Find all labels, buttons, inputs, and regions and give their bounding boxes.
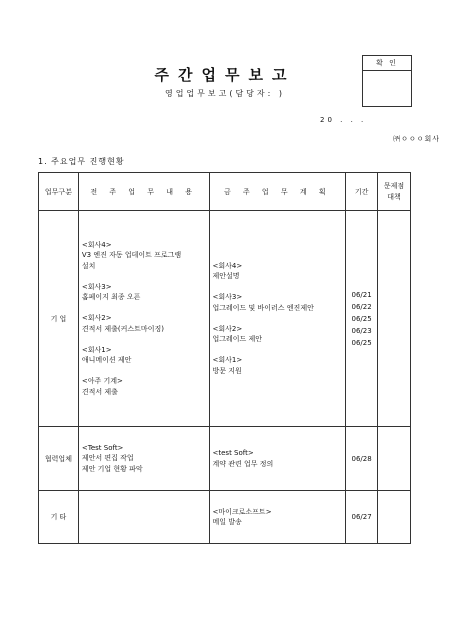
approval-label: 확 인: [363, 56, 411, 71]
header-category: 업무구분: [39, 173, 79, 211]
report-subtitle: 영업업무보고(담당자: ): [164, 89, 286, 98]
table-header-row: [39, 173, 411, 211]
row-last-week: <Test Soft> 제안서 편집 작업 제안 기업 현황 파악: [81, 443, 143, 473]
table-row: [39, 427, 411, 491]
report-title: 주간업무보고: [154, 66, 296, 84]
table-row: [39, 211, 411, 427]
work-status-table: [38, 172, 411, 544]
company-name: ㈜ㅇㅇㅇ회사: [393, 135, 440, 143]
row-category: 기 업: [39, 211, 79, 427]
section-heading: 1. 주요업무 진행현황: [38, 157, 125, 166]
report-date: 20 . . .: [320, 116, 367, 124]
row-period: 06/28: [346, 427, 378, 491]
row-category: 협력업체: [39, 427, 79, 491]
table-row: [39, 491, 411, 544]
header-this-week: 금 주 업 무 계 획: [209, 173, 346, 211]
row-this-week: <회사4> 제안설명 <회사3> 업그레이드 및 바이러스 엔진제안 <회사2> 업그레이드 제안 <회사1> 방문 지원: [212, 261, 314, 375]
row-this-week: <마이크로소프트> 메일 발송: [212, 507, 272, 526]
header-period: 기간: [346, 173, 378, 211]
header-issues: 문제점 대책: [378, 173, 411, 211]
approval-box: [362, 55, 412, 107]
row-this-week: <test Soft> 계약 관련 업무 정의: [212, 449, 274, 468]
row-issues: [378, 211, 411, 427]
row-last-week: <회사4> V3 엔진 자동 업데이트 프로그램 설치 <회사3> 홈페이지 최종 오픈 <회사2> 견적서 제출(커스트마이징) <회사1> 애니메이션 제안 <아주 기계> 견적서 제출: [81, 240, 182, 396]
row-issues: [378, 491, 411, 544]
row-period: 06/27: [346, 491, 378, 544]
row-category: 기 타: [39, 491, 79, 544]
row-last-week: [79, 515, 209, 519]
row-issues: [378, 427, 411, 491]
row-period: 06/21 06/22 06/25 06/23 06/25: [346, 211, 378, 427]
header-last-week: 전 주 업 무 내 용: [78, 173, 209, 211]
